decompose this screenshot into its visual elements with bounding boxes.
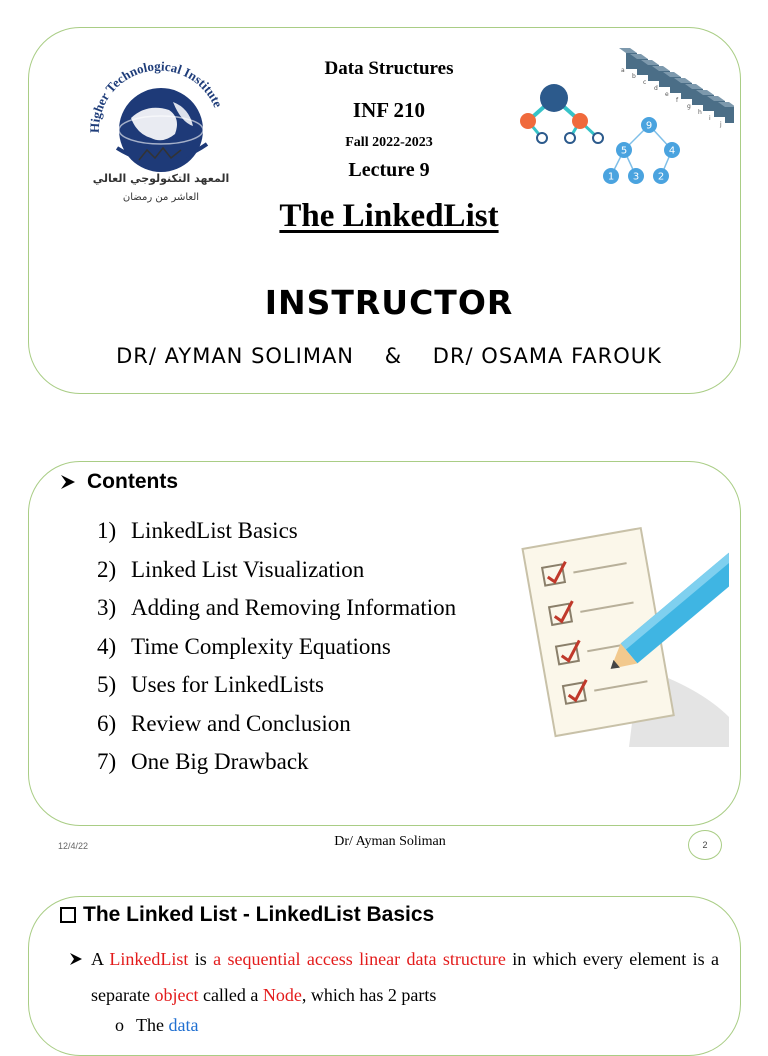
basics-sub-bullet xyxy=(115,1015,198,1036)
highlight-data: data xyxy=(168,1015,199,1035)
item-text: Review and Conclusion xyxy=(131,710,351,736)
logo-arabic-name: المعهد التكنولوجي العالي xyxy=(92,172,230,185)
item-text: Time Complexity Equations xyxy=(131,633,391,659)
list-item xyxy=(97,551,456,590)
logo-arabic-city: العاشر من رمضان xyxy=(122,192,200,203)
highlight-object: object xyxy=(154,985,199,1005)
instructor-heading: INSTRUCTOR xyxy=(264,283,514,322)
page-number: 2 xyxy=(688,830,722,860)
array-index-label: c xyxy=(643,79,647,86)
item-text: Uses for LinkedLists xyxy=(131,672,324,697)
footer-author: Dr/ Ayman Soliman xyxy=(334,834,446,849)
linkedlist-basics-slide xyxy=(28,896,741,1056)
basics-paragraph xyxy=(91,941,719,1013)
item-text: Adding and Removing Information xyxy=(131,595,457,620)
item-text: Linked List Visualization xyxy=(131,556,365,582)
array-graphic xyxy=(619,48,734,128)
list-item xyxy=(97,743,456,782)
lecture-title xyxy=(159,198,619,235)
array-index-label: f xyxy=(676,97,679,104)
array-index-label: i xyxy=(709,115,711,122)
item-number: 6) xyxy=(97,710,117,736)
list-item xyxy=(97,666,456,705)
tree-node-label: 9 xyxy=(645,120,653,132)
contents-list xyxy=(97,512,456,782)
array-block xyxy=(725,107,734,123)
item-number: 5) xyxy=(97,672,117,697)
binary-tree-graphic xyxy=(603,117,680,184)
checklist-illustration xyxy=(519,517,729,747)
array-index-label: h xyxy=(698,109,702,116)
array-index-label: j xyxy=(720,121,722,128)
tree-node-label: 1 xyxy=(607,171,615,183)
text-run: called a xyxy=(198,985,263,1005)
lecture-title-text: The LinkedList xyxy=(279,198,499,234)
checklist-with-pencil-icon xyxy=(519,517,729,747)
array-index-label: e xyxy=(665,91,669,98)
array-index-label: b xyxy=(632,73,636,80)
basics-heading-text: The Linked List - LinkedList Basics xyxy=(83,903,435,926)
item-text: One Big Drawback xyxy=(131,749,309,774)
highlight-node: Node xyxy=(262,985,302,1005)
globe-logo-icon xyxy=(77,48,237,208)
basics-heading xyxy=(59,903,434,927)
item-number: 2) xyxy=(97,556,117,582)
arrow-bullet-icon xyxy=(59,473,77,491)
text-run: , which has 2 parts xyxy=(301,985,437,1005)
array-index-label: d xyxy=(654,85,658,92)
item-number: 7) xyxy=(97,749,117,774)
lecture-number: Lecture 9 xyxy=(348,159,430,181)
array-index-label: a xyxy=(621,67,625,74)
list-item xyxy=(97,512,456,551)
list-item xyxy=(97,589,456,628)
list-item xyxy=(97,705,456,744)
logo-arc-text: Higher Technological Institute xyxy=(86,58,226,134)
contents-slide xyxy=(28,461,741,826)
contents-heading xyxy=(59,470,178,494)
footer-date: 12/4/22 xyxy=(58,841,89,851)
item-number: 4) xyxy=(97,633,117,659)
title-slide xyxy=(28,27,741,394)
text-run: is xyxy=(188,949,214,969)
text-run: in which every element is a separate xyxy=(91,949,720,1005)
sub-bullet-marker: o xyxy=(115,1015,124,1035)
list-item xyxy=(97,628,456,667)
checkbox-bullet-icon xyxy=(59,906,77,924)
highlight-definition: a sequential access linear data structure xyxy=(213,949,506,969)
institute-logo xyxy=(77,48,237,208)
tree-node-label: 2 xyxy=(657,171,665,183)
semester: Fall 2022-2023 xyxy=(345,135,433,150)
item-number: 3) xyxy=(97,595,117,620)
arrow-bullet-icon xyxy=(69,952,83,966)
tree-node-label: 4 xyxy=(668,145,676,157)
item-text: LinkedList Basics xyxy=(131,518,298,543)
highlight-linkedlist: LinkedList xyxy=(109,949,189,969)
data-structures-graphic-icon xyxy=(514,43,734,193)
array-index-label: g xyxy=(687,103,691,110)
contents-heading-text: Contents xyxy=(87,470,178,493)
instructor-names: DR/ AYMAN SOLIMAN & DR/ OSAMA FAROUK xyxy=(116,344,662,368)
tree-node-label: 5 xyxy=(620,145,628,157)
item-number: 1) xyxy=(97,518,117,543)
course-code: INF 210 xyxy=(352,98,426,122)
tree-node-label: 3 xyxy=(632,171,640,183)
text-run: The xyxy=(136,1015,169,1035)
data-structures-graphic xyxy=(514,43,734,193)
course-name: Data Structures xyxy=(324,58,454,79)
array-block-top xyxy=(619,48,637,53)
text-run: A xyxy=(91,949,110,969)
